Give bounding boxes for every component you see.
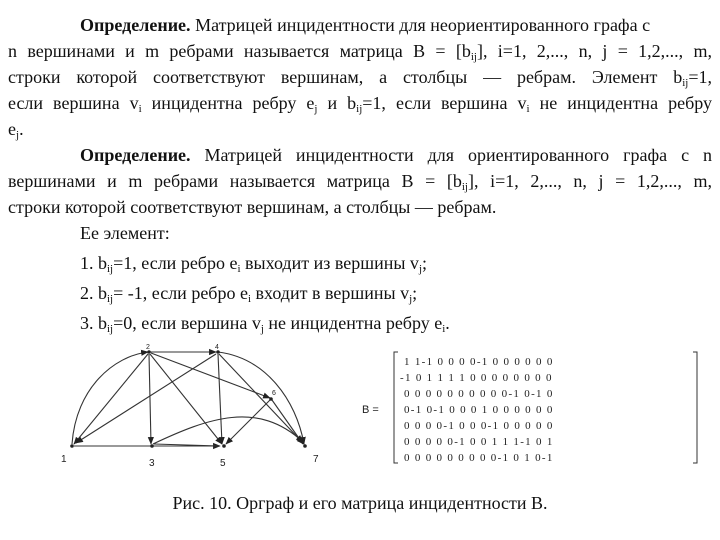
item1-sub-b: i	[237, 263, 241, 275]
item1-sub-a: ij	[107, 263, 114, 275]
def1-sub-4d: i	[526, 103, 530, 115]
def2-title: Определение.	[80, 145, 191, 165]
edge-4-7b	[219, 354, 304, 444]
def2-line-2	[8, 170, 712, 192]
def1-title: Определение.	[80, 15, 191, 35]
digraph-figure	[58, 340, 333, 470]
def1-text-4c: и b	[317, 93, 357, 113]
matrix-row-3: 0 0 0 0 0 0 0 0 0 0-1 0-1 0	[404, 388, 554, 400]
vertex-label-6: 6	[272, 390, 276, 397]
edge-2-6	[151, 353, 270, 398]
item3-sub-a: ij	[107, 323, 114, 335]
matrix-row-7: 0 0 0 0 0 0 0 0 0-1 0 1 0-1	[404, 452, 554, 464]
item1-b: =1, если ребро e	[113, 253, 238, 273]
item1-sub-c: j	[418, 263, 422, 275]
vertex-label-3: 3	[149, 458, 155, 469]
def1-text-4e: не инцидентна ребру	[529, 93, 712, 113]
def1-sub-5: j	[16, 129, 20, 141]
edge-1-2	[72, 352, 148, 444]
def1-text-5b: .	[19, 119, 24, 139]
def1-sub-4b: j	[314, 103, 318, 115]
def1-text-5a: e	[8, 119, 16, 139]
matrix-row-6: 0 0 0 0 0-1 0 0 1 1 1-1 0 1	[404, 436, 554, 448]
matrix-label: B =	[362, 404, 379, 416]
item3-b: =0, если вершина v	[113, 313, 261, 333]
def1-text-2b: ], i=1, 2,..., n, j = 1,2,..., m,	[476, 41, 712, 61]
edge-2-5	[150, 354, 222, 444]
item2-c: входит в вершины v	[251, 283, 410, 303]
def1-sub-4a: i	[138, 103, 142, 115]
def1-sub-4c: ij	[356, 103, 363, 115]
item1-d: ;	[422, 253, 428, 273]
edge-2-3	[149, 354, 151, 444]
def1-text-2a: n вершинами и m ребрами называется матрица B = [b	[8, 41, 471, 61]
def1-line-4	[8, 92, 712, 114]
item3-c: не инцидентна ребру e	[263, 313, 443, 333]
edge-6-5	[226, 400, 270, 444]
edge-3-7	[153, 417, 303, 444]
def1-line-5	[8, 118, 712, 140]
def2-text-2b: ], i=1, 2,..., n, j = 1,2,..., m,	[467, 171, 712, 191]
item2-sub-b: i	[247, 293, 252, 305]
def1-text-4a: если вершина v	[8, 93, 139, 113]
incidence-matrix	[362, 349, 712, 467]
def2-intro-text: Ее элемент:	[80, 223, 170, 243]
def2-line-3	[8, 196, 712, 218]
vertex-label-1: 1	[61, 454, 67, 465]
def1-sub-2: ij	[470, 51, 477, 63]
matrix-row-5: 0 0 0 0-1 0 0 0-1 0 0 0 0 0	[404, 420, 554, 432]
def2-line-1	[80, 144, 712, 166]
def2-item-3	[80, 312, 712, 334]
item2-d: ;	[412, 283, 418, 303]
def1-text-1: Матрицей инцидентности для неориентированного графа с	[195, 15, 651, 35]
item2-sub-a: ij	[107, 293, 114, 305]
def2-sub-2: ij	[461, 181, 468, 193]
def2-text-2a: вершинами и m ребрами называется матрица B = [b	[8, 171, 462, 191]
item3-sub-b: j	[260, 323, 264, 335]
vertex-label-2: 2	[146, 344, 150, 351]
matrix-row-1: 1 1-1 0 0 0 0-1 0 0 0 0 0 0	[404, 356, 554, 368]
item3-sub-c: i	[442, 323, 446, 335]
matrix-row-2: -1 0 1 1 1 1 0 0 0 0 0 0 0 0	[400, 372, 553, 384]
item1-a: 1. b	[80, 253, 107, 273]
def1-sub-3: ij	[682, 77, 689, 89]
vertex-label-5: 5	[220, 458, 226, 469]
def1-line-2	[8, 40, 712, 62]
def1-text-3a: строки которой соответствуют вершинам, а столбцы — ребрам. Элемент b	[8, 67, 683, 87]
def1-text-3b: =1,	[688, 67, 712, 87]
item3-d: .	[445, 313, 450, 333]
def2-text-3: строки которой соответствуют вершинам, а столбцы — ребрам.	[8, 197, 497, 217]
item2-sub-c: j	[409, 293, 413, 305]
def1-text-4b: инцидентна ребру e	[141, 93, 315, 113]
def2-item-1	[80, 252, 712, 274]
figure-caption: Рис. 10. Орграф и его матрица инцидентности B.	[172, 493, 548, 513]
def1-line-3	[8, 66, 712, 88]
vertex-label-7: 7	[313, 454, 319, 465]
edge-4-5	[218, 354, 222, 444]
def2-item-2	[80, 282, 712, 304]
edge-4-1	[76, 354, 216, 443]
item2-a: 2. b	[80, 283, 107, 303]
item3-a: 3. b	[80, 313, 107, 333]
matrix-row-4: 0-1 0-1 0 0 0 1 0 0 0 0 0 0	[404, 404, 554, 416]
def1-text-4d: =1, если вершина v	[362, 93, 527, 113]
vertex-label-4: 4	[215, 344, 219, 351]
def1-line-1	[80, 14, 712, 36]
item2-b: = -1, если ребро e	[113, 283, 248, 303]
def2-intro	[80, 222, 712, 244]
def2-text-1: Матрицей инцидентности для ориентированного графа с n	[204, 145, 712, 165]
item1-c: выходит из вершины v	[240, 253, 419, 273]
